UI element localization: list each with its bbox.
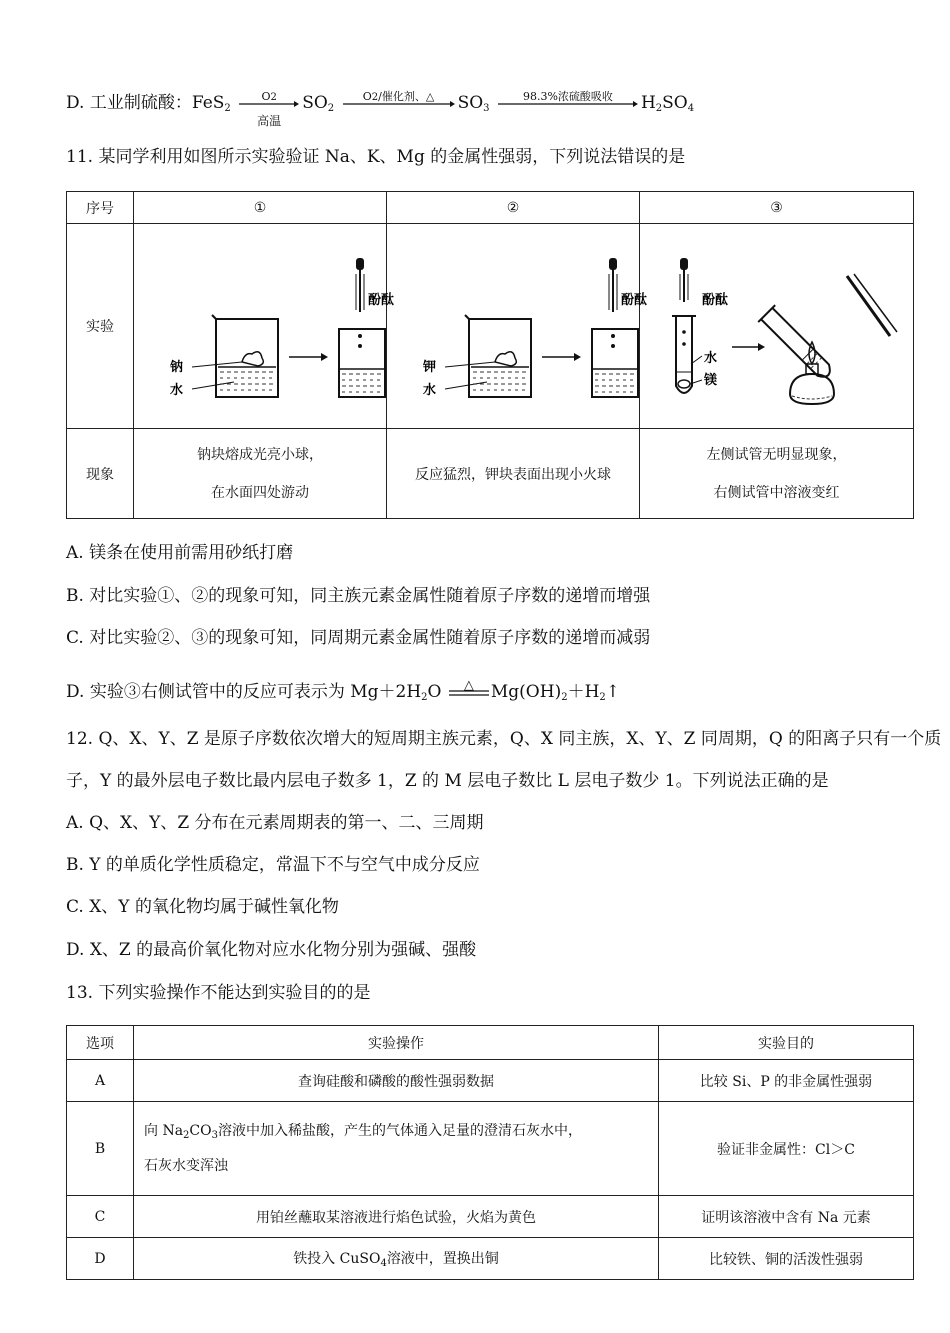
header-exp-3: ③ xyxy=(640,192,914,224)
row-a-operation: 查询硅酸和磷酸的酸性强弱数据 xyxy=(134,1060,659,1102)
row-c-option: C xyxy=(67,1196,134,1238)
label-water-2: 水 xyxy=(423,383,437,398)
label-magnesium: 镁 xyxy=(703,373,717,388)
label-phenolphthalein-1: 酚酞 xyxy=(368,293,395,308)
row-d-option: D xyxy=(67,1238,134,1280)
q11-option-b: B. 对比实验①、②的现象可知，同主族元素金属性随着原子序数的递增而增强 xyxy=(66,586,651,606)
q12-option-d: D. X、Z 的最高价氧化物对应水化物分别为强碱、强酸 xyxy=(66,940,477,960)
q12-option-b: B. Y 的单质化学性质稳定，常温下不与空气中成分反应 xyxy=(66,855,480,875)
row-label-experiment: 实验 xyxy=(67,224,134,429)
header-goal: 实验目的 xyxy=(659,1026,914,1060)
row-a-goal: 比较 Si、P 的非金属性强弱 xyxy=(659,1060,914,1102)
q12-option-a: A. Q、X、Y、Z 分布在元素周期表的第一、二、三周期 xyxy=(66,813,484,833)
q11-option-d: D. 实验③右侧试管中的反应可表示为 $Mg+2H_2O$ △ $Mg(OH)_2+H_2↑$ xyxy=(66,677,621,703)
row-b-option: B xyxy=(67,1102,134,1196)
header-operation: 实验操作 xyxy=(134,1026,659,1060)
label-phenolphthalein-2: 酚酞 xyxy=(621,293,648,308)
operation-table xyxy=(66,1025,914,1280)
label-phenolphthalein-3: 酚酞 xyxy=(701,293,728,308)
experiment-2-figure xyxy=(387,224,648,429)
experiment-3-figure xyxy=(640,224,914,429)
row-b-goal: 验证非金属性：Cl＞C xyxy=(659,1102,914,1196)
row-b-operation: 向 $Na_2CO_3$溶液中加入稀盐酸，产生的气体通入足量的澄清石灰水中， 石灰水变浑浊 xyxy=(134,1102,659,1196)
label-water-1: 水 xyxy=(170,383,184,398)
row-c-operation: 用铂丝蘸取某溶液进行焰色试验，火焰为黄色 xyxy=(134,1196,659,1238)
label-sodium: 钠 xyxy=(170,360,184,375)
question-12-stem-2: 子，Y 的最外层电子数比最内层电子数多 1，Z 的 M 层电子数比 L 层电子数少 1。下列说法正确的是 xyxy=(66,771,829,791)
header-exp-2: ② xyxy=(387,192,640,224)
question-11-stem: 11. 某同学利用如图所示实验验证 Na、K、Mg 的金属性强弱，下列说法错误的是 xyxy=(66,147,686,167)
phenomenon-2: 反应猛烈，钾块表面出现小火球 xyxy=(387,429,640,519)
q12-option-c: C. X、Y 的氧化物均属于碱性氧化物 xyxy=(66,897,339,917)
experiment-1-figure xyxy=(134,224,395,429)
q11-option-a: A. 镁条在使用前需用砂纸打磨 xyxy=(66,543,294,563)
row-label-phenomenon: 现象 xyxy=(67,429,134,519)
row-c-goal: 证明该溶液中含有 Na 元素 xyxy=(659,1196,914,1238)
row-a-option: A xyxy=(67,1060,134,1102)
label-potassium: 钾 xyxy=(423,360,437,375)
phenomenon-1: 钠块熔成光亮小球， 在水面四处游动 xyxy=(134,429,387,519)
question-13-stem: 13. 下列实验操作不能达到实验目的的是 xyxy=(66,983,371,1003)
option-d-sulfuric-acid: D. 工业制硫酸：FeS$_2$ O2 高温 $SO_2$ O2/催化剂、△ $SO_3$ 98.3%浓硫酸吸收 $H_2SO_4$ xyxy=(66,89,695,128)
q11-option-c: C. 对比实验②、③的现象可知，同周期元素金属性随着原子序数的递增而减弱 xyxy=(66,628,651,648)
phenomenon-3: 左侧试管无明显现象， 右侧试管中溶液变红 xyxy=(640,429,914,519)
label-water-3: 水 xyxy=(703,351,717,366)
question-12-stem-1: 12. Q、X、Y、Z 是原子序数依次增大的短周期主族元素，Q、X 同主族，X、Y、Z 同周期，Q 的阳离子只有一个质 xyxy=(66,729,942,749)
experiment-table xyxy=(66,191,914,519)
row-d-goal: 比较铁、铜的活泼性强弱 xyxy=(659,1238,914,1280)
header-exp-1: ① xyxy=(134,192,387,224)
header-index: 序号 xyxy=(67,192,134,224)
row-d-operation: 铁投入 CuSO$_4$溶液中，置换出铜 xyxy=(134,1238,659,1280)
header-option: 选项 xyxy=(67,1026,134,1060)
